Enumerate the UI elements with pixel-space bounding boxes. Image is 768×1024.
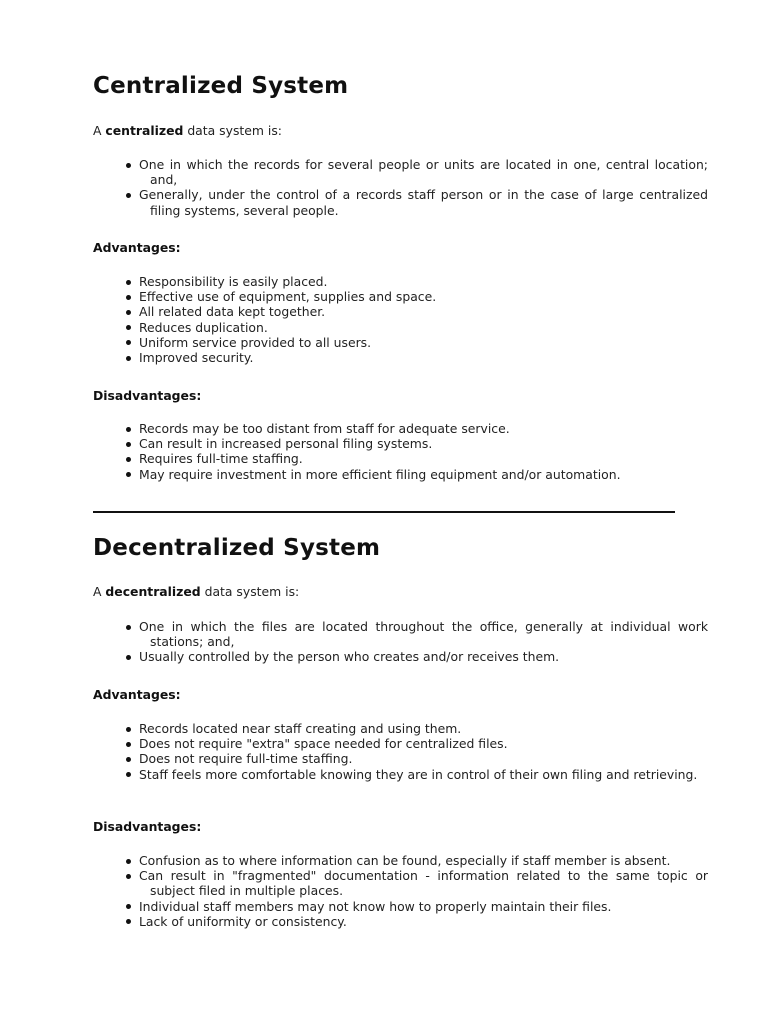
list-item <box>126 350 708 365</box>
centralized-disadvantages-list <box>93 421 708 482</box>
list-item <box>126 320 708 335</box>
decentralized-disadvantages-heading: Disadvantages: <box>93 819 202 834</box>
decentralized-title: Decentralized System <box>93 535 381 561</box>
list-item-text: Lack of uniformity or consistency. <box>139 913 347 929</box>
list-item <box>126 751 708 766</box>
list-item <box>126 335 708 350</box>
decentralized-advantages-list <box>93 721 708 782</box>
list-item-text: Does not require full-time staffing. <box>139 751 353 767</box>
list-item-text: Individual staff members may not know how to properly maintain their files. <box>139 898 612 914</box>
decentralized-definition-list <box>93 619 708 665</box>
centralized-advantages-list <box>93 274 708 365</box>
decentralized-intro <box>93 584 675 600</box>
list-item <box>126 451 708 466</box>
list-item-text: Confusion as to where information can be found, especially if staff member is absent. <box>139 853 671 868</box>
list-item-text: Records may be too distant from staff for adequate service. <box>139 421 510 436</box>
list-item-text: Can result in increased personal filing systems. <box>139 436 433 452</box>
list-item-text: Effective use of equipment, supplies and space. <box>139 289 437 305</box>
list-item-text: Requires full-time staffing. <box>139 451 303 467</box>
list-item <box>126 421 708 436</box>
decentralized-intro-prefix: A <box>93 584 106 599</box>
list-item-text: Staff feels more comfortable knowing they are in control of their own filing and retrieving. <box>139 766 698 782</box>
list-item-text: One in which the records for several people or units are located in one, central location; and, <box>139 157 708 188</box>
decentralized-disadvantages-list <box>93 853 708 929</box>
list-item-text: Does not require "extra" space needed for centralized files. <box>139 736 508 752</box>
centralized-intro-prefix: A <box>93 123 106 138</box>
centralized-disadvantages-heading: Disadvantages: <box>93 388 202 403</box>
list-item-text: Responsibility is easily placed. <box>139 274 328 289</box>
list-item <box>126 736 708 751</box>
list-item-text: All related data kept together. <box>139 304 326 320</box>
centralized-intro-bold: centralized <box>105 123 184 138</box>
list-item <box>126 619 708 649</box>
list-item <box>126 868 708 898</box>
decentralized-advantages-heading: Advantages: <box>93 687 181 702</box>
list-item <box>126 187 708 217</box>
list-item <box>126 721 708 736</box>
list-item <box>126 436 708 451</box>
list-item <box>126 274 708 289</box>
list-item-text: Improved security. <box>139 350 254 366</box>
list-item-text: Usually controlled by the person who creates and/or receives them. <box>139 649 560 665</box>
list-item <box>126 289 708 304</box>
list-item <box>126 914 708 929</box>
list-item-text: Generally, under the control of a records staff person or in the case of large centralized filing systems, several people. <box>139 187 708 218</box>
list-item-text: Can result in "fragmented" documentation - information related to the same topic or subject filed in multiple places. <box>139 868 708 899</box>
list-item <box>126 853 708 868</box>
list-item <box>126 649 708 664</box>
section-divider <box>93 511 675 513</box>
centralized-title: Centralized System <box>93 73 349 99</box>
list-item-text: Reduces duplication. <box>139 319 268 335</box>
decentralized-intro-suffix: data system is: <box>200 584 300 599</box>
list-item <box>126 467 708 482</box>
centralized-intro-suffix: data system is: <box>183 123 282 138</box>
list-item-text: Records located near staff creating and using them. <box>139 721 462 736</box>
centralized-definition-list <box>93 157 708 218</box>
list-item <box>126 157 708 187</box>
decentralized-intro-bold: decentralized <box>105 584 201 599</box>
list-item-text: May require investment in more efficient filing equipment and/or automation. <box>139 466 621 482</box>
centralized-advantages-heading: Advantages: <box>93 240 181 255</box>
list-item-text: One in which the files are located throughout the office, generally at individual work stations; and, <box>139 619 708 650</box>
list-item <box>126 304 708 319</box>
list-item <box>126 767 708 782</box>
list-item <box>126 899 708 914</box>
centralized-intro <box>93 123 675 139</box>
list-item-text: Uniform service provided to all users. <box>139 334 372 350</box>
